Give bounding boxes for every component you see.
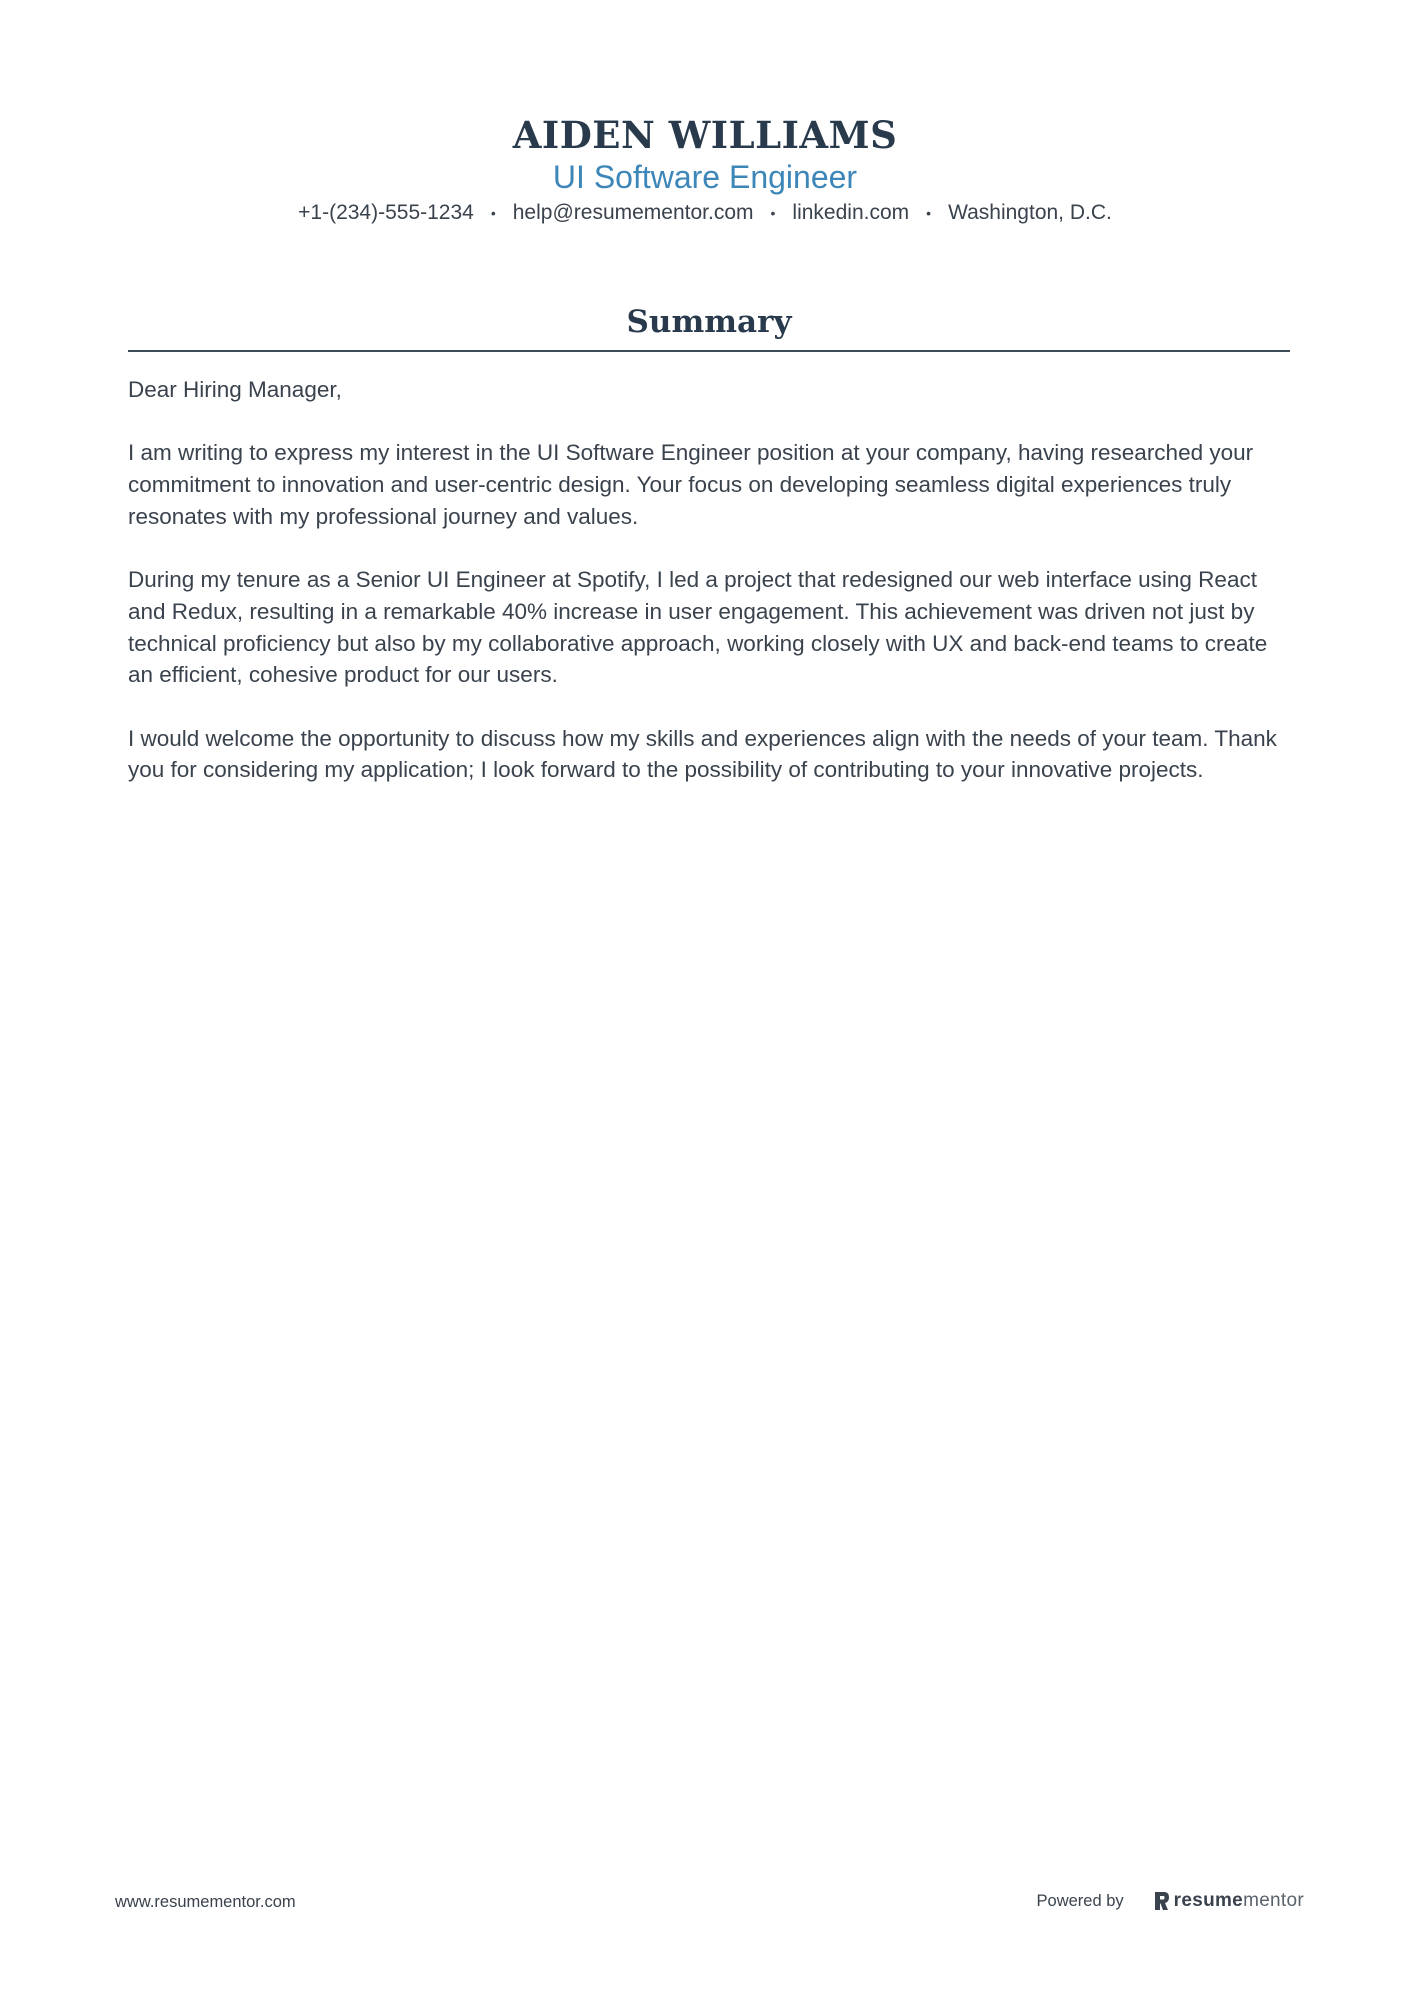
section-divider	[128, 350, 1290, 352]
letter-body	[128, 374, 1290, 786]
section-title: Summary	[626, 304, 792, 340]
powered-by-label: Powered by	[1036, 1891, 1124, 1910]
brand-logo[interactable]	[1154, 1890, 1304, 1912]
header	[0, 112, 1410, 230]
contact-separator: •	[770, 205, 776, 221]
contact-line	[0, 196, 1410, 230]
candidate-name: AIDEN WILLIAMS	[512, 113, 898, 157]
contact-phone: +1-(234)-555-1234	[298, 201, 474, 224]
summary-section	[128, 300, 1290, 818]
letter-paragraph: I am writing to express my interest in the UI Software Engineer position at your company, having researched your commitment to innovation and user-centric design. Your focus on developing seamless digital experiences truly resonates with my professional journey and values.	[128, 440, 1254, 529]
contact-separator: •	[490, 205, 496, 221]
contact-email[interactable]: help@resumementor.com	[512, 201, 754, 224]
footer-branding	[1037, 1890, 1304, 1912]
contact-location: Washington, D.C.	[948, 201, 1112, 224]
contact-linkedin[interactable]: linkedin.com	[792, 201, 910, 224]
letter-paragraph: During my tenure as a Senior UI Engineer at Spotify, I led a project that redesigned our web interface using React and Redux, resulting in a remarkable 40% increase in user engagement. This achievement was driven not just by technical proficiency but also by my collaborative approach, working closely with UX and back-end teams to create an efficient, cohesive product for our users.	[128, 567, 1268, 688]
candidate-role: UI Software Engineer	[552, 159, 858, 195]
contact-separator: •	[926, 205, 932, 221]
letter-paragraph: I would welcome the opportunity to discuss how my skills and experiences align with the needs of your team. Thank you for considering my application; I look forward to the possibility of contributing to your innovative projects.	[128, 725, 1277, 783]
salutation: Dear Hiring Manager,	[128, 377, 342, 402]
brand-name-part1: resume	[1173, 1890, 1244, 1911]
footer-website[interactable]: www.resumementor.com	[115, 1893, 296, 1911]
brand-name-part2: mentor	[1243, 1890, 1304, 1911]
resumementor-logo-icon	[1154, 1891, 1170, 1911]
